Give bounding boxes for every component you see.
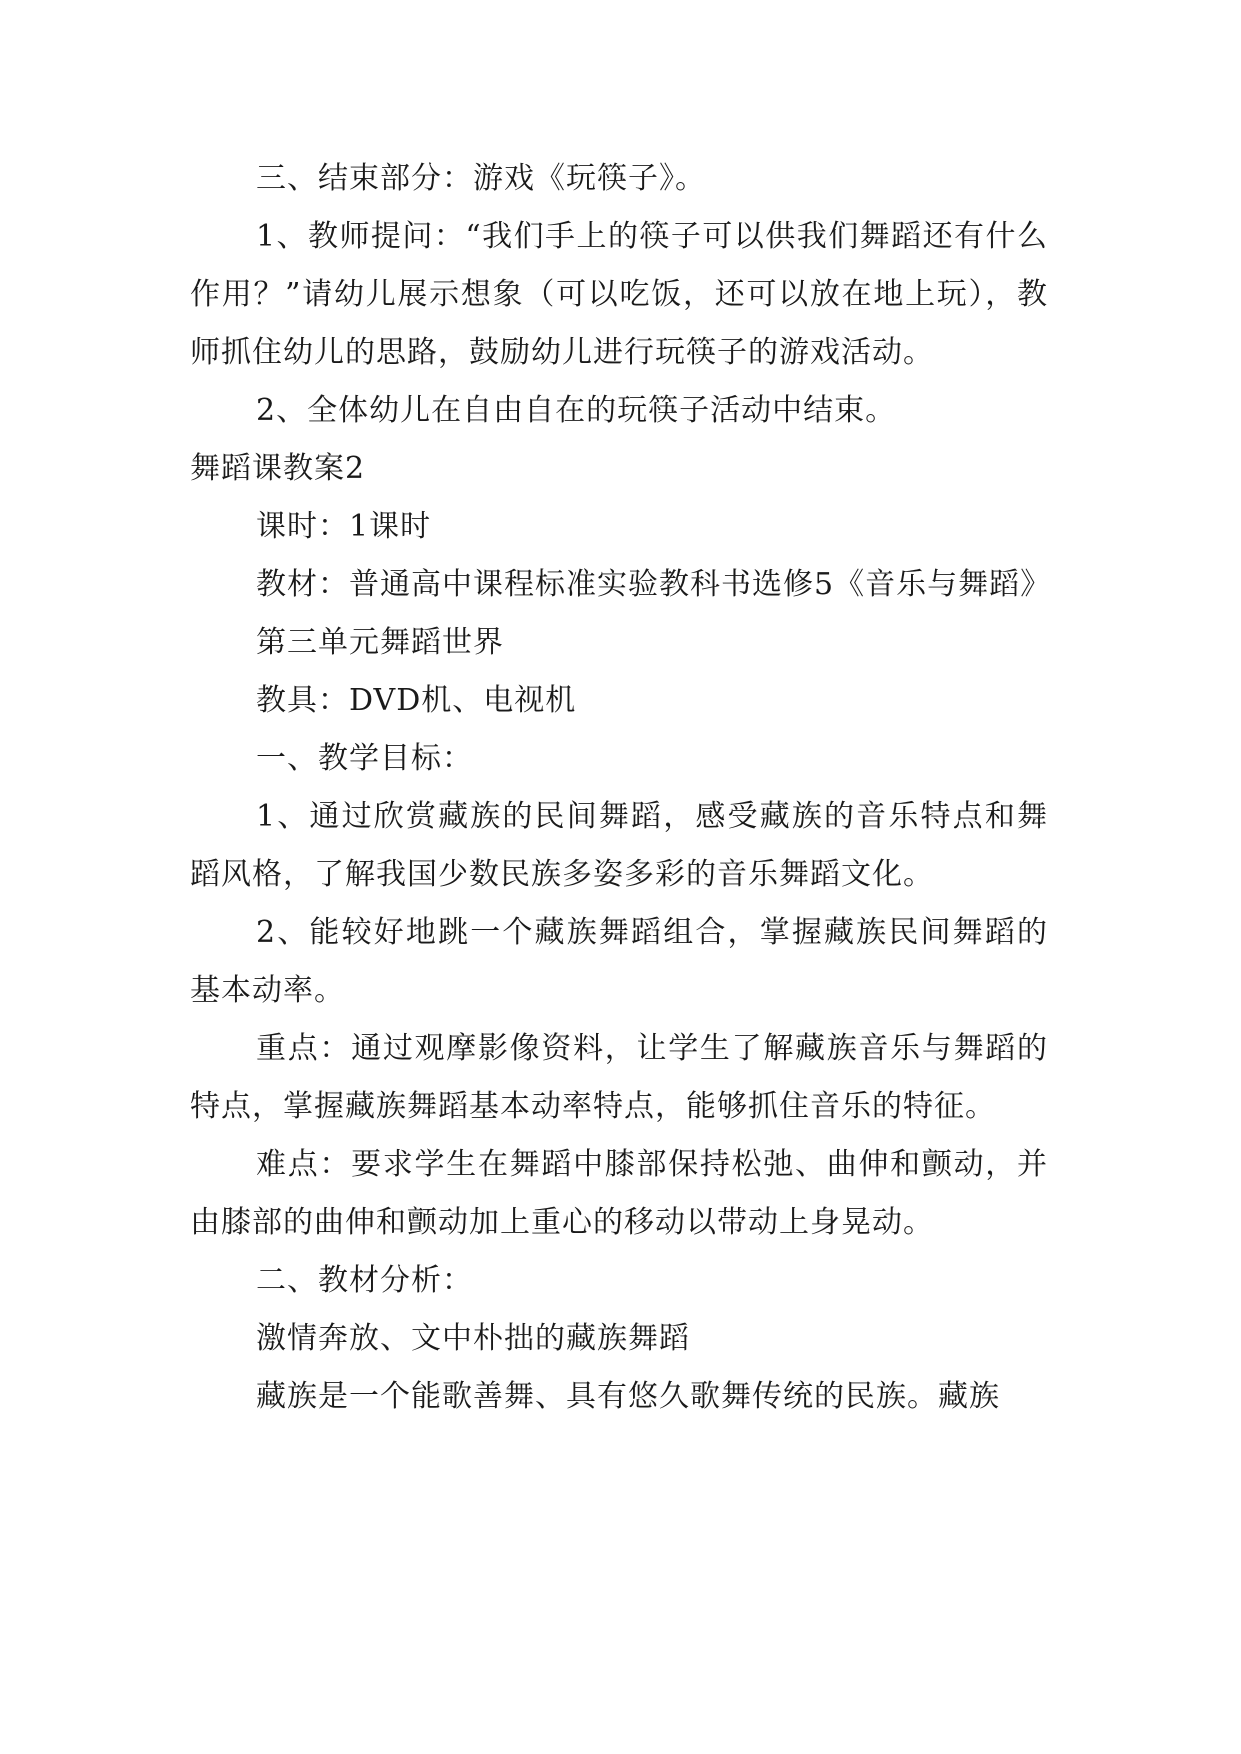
paragraph: 难点：要求学生在舞蹈中膝部保持松弛、曲伸和颤动，并由膝部的曲伸和颤动加上重心的移动以带动上身晃动。 <box>190 1147 1048 1240</box>
paragraph: 1、教师提问：“我们手上的筷子可以供我们舞蹈还有什么作用？”请幼儿展示想象（可以吃饭，还可以放在地上玩），教师抓住幼儿的思路，鼓励幼儿进行玩筷子的游戏活动。 <box>190 219 1048 370</box>
paragraph: 第三单元舞蹈世界 <box>256 625 504 660</box>
document-page <box>190 150 1052 1426</box>
paragraph: 教材：普通高中课程标准实验教科书选修5《音乐与舞蹈》 <box>256 567 1052 602</box>
paragraph: 重点：通过观摩影像资料，让学生了解藏族音乐与舞蹈的特点，掌握藏族舞蹈基本动率特点，能够抓住音乐的特征。 <box>190 1031 1048 1124</box>
paragraph: 三、结束部分：游戏《玩筷子》。 <box>256 161 706 196</box>
paragraph: 教具：DVD机、电视机 <box>256 683 577 718</box>
paragraph: 1、通过欣赏藏族的民间舞蹈，感受藏族的音乐特点和舞蹈风格，了解我国少数民族多姿多彩的音乐舞蹈文化。 <box>190 799 1048 892</box>
paragraph: 二、教材分析： <box>256 1263 473 1298</box>
paragraph: 藏族是一个能歌善舞、具有悠久歌舞传统的民族。藏族 <box>256 1379 1000 1414</box>
paragraph: 一、教学目标： <box>256 741 473 776</box>
paragraph: 激情奔放、文中朴拙的藏族舞蹈 <box>256 1321 690 1356</box>
paragraph: 课时：1课时 <box>256 509 432 544</box>
paragraph: 2、全体幼儿在自由自在的玩筷子活动中结束。 <box>256 393 897 428</box>
paragraph: 2、能较好地跳一个藏族舞蹈组合，掌握藏族民间舞蹈的基本动率。 <box>190 915 1048 1008</box>
section-heading: 舞蹈课教案2 <box>190 451 366 486</box>
